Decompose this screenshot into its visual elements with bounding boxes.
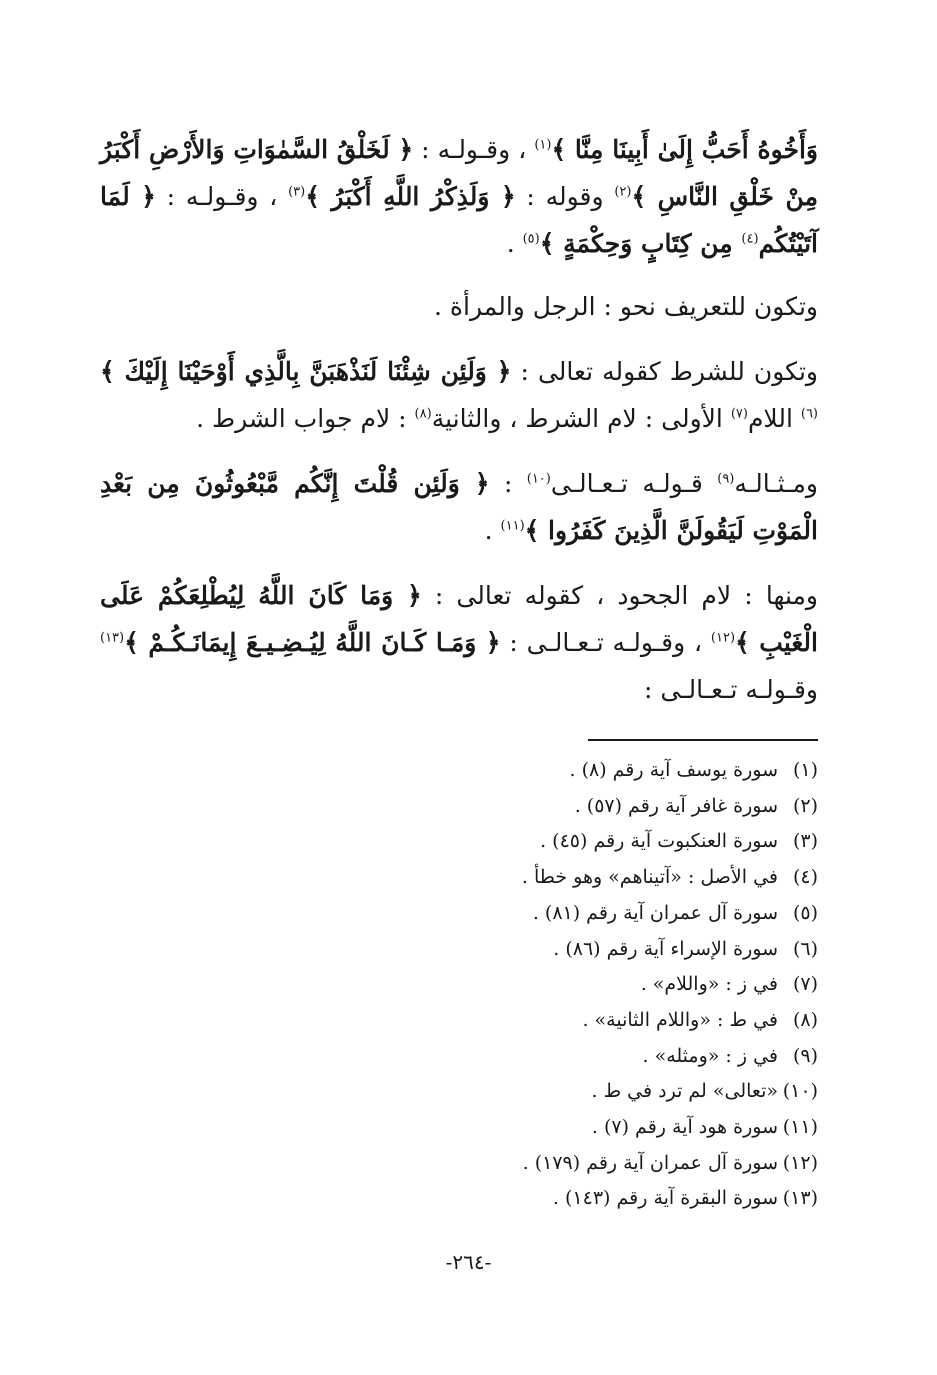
footnote-text: سورة البقرة آية رقم (١٤٣) . (552, 1187, 778, 1210)
footnote-reference: (٣) (288, 184, 306, 200)
footnote-reference: (٧) (730, 406, 748, 422)
footnote-text: سورة هود آية رقم (٧) . (591, 1116, 778, 1139)
footnote-number: (٦) (792, 937, 818, 960)
quran-quote: ﴿ وَمَـا كَـانَ اللَّهُ لِيُـضِـيـعَ إِيمَانَـكُـمْ ﴾ (124, 628, 501, 657)
footnote-reference: (٤) (741, 231, 759, 247)
text-segment: : لام جواب الشرط . (196, 404, 415, 433)
footnote-text: في ط : «واللام الثانية» . (582, 1008, 778, 1031)
footnote-text: سورة يوسف آية رقم (٨) . (569, 759, 778, 781)
footnote-item (100, 824, 818, 860)
footnote-reference: (١) (534, 137, 552, 153)
body-paragraph (100, 348, 818, 442)
footnote-item (100, 1074, 818, 1110)
footnote-reference: (١٣) (100, 630, 125, 646)
quran-quote: ﴿ وَلَئِن قُلْتَ إِنَّكُم مَّبْعُوثُونَ مِن بَعْدِ الْمَوْتِ لَيَقُولَنَّ الَّذِينَ كَفَرُوا ﴾ (100, 469, 818, 545)
quran-quote: ﴿ وَمَا كَانَ اللَّهُ لِيُطْلِعَكُمْ عَلَى الْغَيْبِ ﴾ (100, 581, 818, 657)
footnote-item (100, 753, 818, 789)
footnote-text: سورة غافر آية رقم (٥٧) . (574, 794, 778, 817)
footnote-number: (٧) (792, 973, 818, 996)
text-segment: ، وقـولـه : (155, 182, 289, 211)
footnote-text: سورة آل عمران آية رقم (٨١) . (532, 901, 778, 924)
footnote-reference: (٩) (717, 471, 735, 487)
text-segment: وتكون للتعريف نحو : الرجل والمرأة . (434, 292, 818, 321)
quran-quote: مِن كِتَابٍ وَحِكْمَةٍ ﴾ (539, 229, 742, 258)
footnote-number: (١١) (782, 1116, 818, 1139)
footnote-number: (٥) (792, 901, 818, 924)
text-segment: قـولـه تـعـالـى (550, 469, 718, 498)
footnote-text: في ز : «ومثله» . (642, 1044, 778, 1067)
footnote-number: (٢) (792, 794, 818, 817)
text-segment: : (489, 469, 527, 498)
quran-quote: ﴿ وَلَذِكْرُ اللَّهِ أَكْبَرُ ﴾ (305, 182, 516, 211)
text-segment: الأولى : لام الشرط ، والثانية (431, 404, 731, 433)
footnote-text: سورة الإسراء آية رقم (٨٦) . (553, 937, 778, 960)
footnote-reference: (٨) (414, 406, 432, 422)
footnote-reference: (٦) (800, 406, 818, 422)
footnote-item (100, 1110, 818, 1146)
text-segment: وقوله : (515, 182, 615, 211)
text-segment: وتكون للشرط كقوله تعالى : (511, 357, 819, 386)
footnote-item (100, 1146, 818, 1182)
footnote-item (100, 932, 818, 968)
footnote-text: في ز : «واللام» . (640, 973, 778, 996)
footnote-number: (١) (792, 759, 818, 781)
footnote-number: (١٠) (782, 1080, 818, 1103)
footnote-reference: (١٠) (526, 471, 551, 487)
footnote-number: (٨) (792, 1008, 818, 1031)
footnote-item (100, 967, 818, 1003)
footnote-item (100, 1181, 818, 1217)
footnote-text: في الأصل : «آتيناهم» وهو خطأ . (521, 866, 778, 889)
body-paragraph (100, 283, 818, 330)
page-number: -٢٦٤- (445, 1250, 492, 1274)
footnote-reference: (١١) (500, 518, 525, 534)
footnote-number: (٩) (792, 1044, 818, 1067)
footnote-text: سورة آل عمران آية رقم (١٧٩) . (522, 1151, 778, 1174)
text-segment: ومنها : لام الجحود ، كقوله تعالى : (421, 581, 818, 610)
text-segment: . (484, 516, 501, 545)
quran-quote: ﴿ لَمَا آتَيْتُكُم (100, 182, 818, 258)
footnote-number: (١٣) (782, 1187, 818, 1210)
footnote-reference: (١٢) (710, 630, 736, 646)
quran-quote: ﴿ وَلَئِن شِئْنَا لَنَذْهَبَنَّ بِالَّذِي أَوْحَيْنَا إِلَيْكَ ﴾ (100, 357, 512, 386)
footnote-number: (٤) (792, 866, 818, 889)
footnote-text: سورة العنكبوت آية رقم (٤٥) . (540, 830, 778, 853)
text-segment: ، وقـولـه : (413, 135, 535, 164)
footnote-item (100, 1003, 818, 1039)
quran-quote: ﴿ لَخَلْقُ السَّمٰوَاتِ وَالأَرْضِ أَكْبَرُ مِنْ خَلْقِ النَّاسِ ﴾ (100, 135, 818, 211)
footnote-item (100, 860, 818, 896)
page-content (100, 126, 818, 1217)
body-text (100, 126, 818, 713)
footnote-item (100, 1039, 818, 1075)
body-paragraph (100, 572, 818, 713)
footnote-separator (588, 739, 818, 741)
text-segment: اللام (747, 404, 801, 433)
footnote-reference: (٢) (614, 184, 632, 200)
footnote-number: (١٢) (782, 1151, 818, 1174)
footnote-item (100, 896, 818, 932)
footnote-item (100, 789, 818, 825)
body-paragraph (100, 126, 818, 267)
body-paragraph (100, 460, 818, 554)
footnote-text: «تعالى» لم ترد في ط . (591, 1080, 778, 1103)
quran-quote: وَأَخُوهُ أَحَبُّ إِلَىٰ أَبِينَا مِنَّا ﴾ (551, 135, 818, 164)
text-segment: ، وقـولـه تـعـالـى : (500, 628, 711, 657)
footnote-number: (٣) (792, 830, 818, 853)
text-segment: . (506, 229, 523, 258)
text-segment: وقـولـه تـعـالـى : (644, 675, 818, 704)
footnote-reference: (٥) (522, 231, 540, 247)
text-segment: ومـثـالـه (734, 469, 818, 498)
footnotes-list (100, 753, 818, 1217)
